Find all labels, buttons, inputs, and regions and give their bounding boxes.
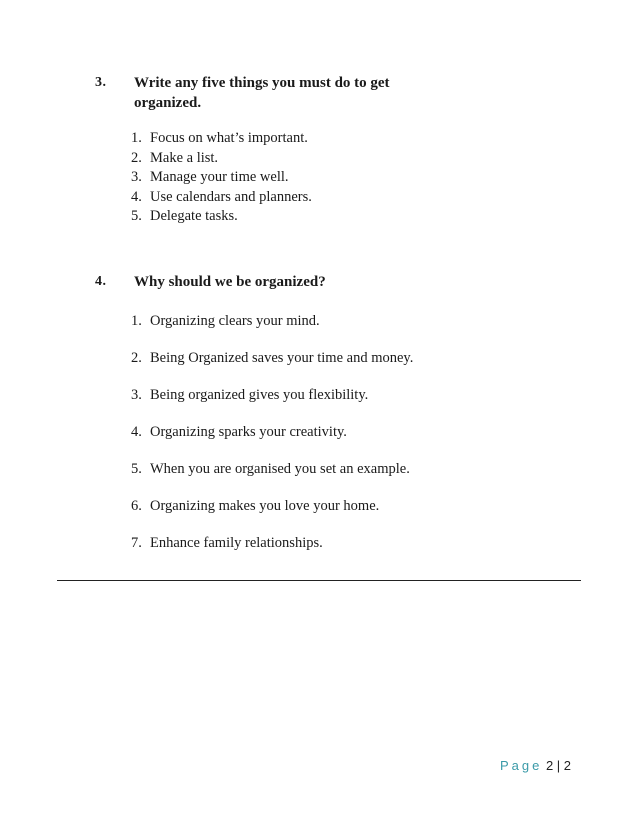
list-item-text: Make a list.	[150, 149, 219, 166]
list-item-text: Being organized gives you flexibility.	[150, 387, 369, 403]
list-item-number: 3.	[131, 169, 142, 185]
page-number: 2 | 2	[545, 758, 571, 773]
list-item-number: 1.	[131, 313, 142, 329]
list-item-number: 4.	[131, 424, 142, 440]
question-number: 3.	[95, 75, 107, 90]
question-number: 4.	[95, 274, 107, 289]
list-item	[131, 459, 413, 496]
list-item-number: 5.	[131, 461, 142, 477]
page-label: Page	[499, 758, 543, 773]
list-item-text: Focus on what’s important.	[150, 130, 308, 146]
list-item	[131, 496, 413, 533]
list-item-number: 3.	[131, 387, 142, 403]
page-footer	[500, 758, 571, 773]
question-text: Why should we be organized?	[134, 274, 326, 290]
answer-list	[131, 311, 413, 570]
list-item	[131, 311, 413, 348]
list-item	[131, 168, 312, 188]
list-item-number: 6.	[131, 498, 142, 514]
list-item	[131, 533, 413, 570]
question-text: Write any five things you must do to get organized.	[134, 75, 390, 111]
horizontal-divider	[57, 580, 581, 581]
list-item-text: Enhance family relationships.	[150, 535, 323, 551]
list-item-text: Delegate tasks.	[150, 208, 238, 224]
list-item-number: 2.	[131, 149, 142, 166]
answer-list	[131, 129, 312, 227]
list-item-number: 7.	[131, 535, 142, 551]
list-item-text: Use calendars and planners.	[150, 188, 312, 205]
list-item	[131, 207, 312, 227]
list-item	[131, 422, 413, 459]
list-item-number: 1.	[131, 130, 142, 146]
list-item-text: Organizing sparks your creativity.	[150, 424, 347, 440]
list-item	[131, 348, 413, 385]
list-item-number: 5.	[131, 208, 142, 224]
list-item-text: Being Organized saves your time and money.	[150, 350, 414, 366]
list-item	[131, 129, 312, 149]
list-item-text: Organizing makes you love your home.	[150, 498, 380, 514]
list-item	[131, 188, 312, 208]
list-item-text: When you are organised you set an example.	[150, 461, 410, 477]
list-item	[131, 149, 312, 169]
list-item-text: Organizing clears your mind.	[150, 313, 320, 329]
list-item	[131, 385, 413, 422]
list-item-number: 2.	[131, 350, 142, 366]
list-item-text: Manage your time well.	[150, 169, 289, 185]
list-item-number: 4.	[131, 188, 142, 205]
